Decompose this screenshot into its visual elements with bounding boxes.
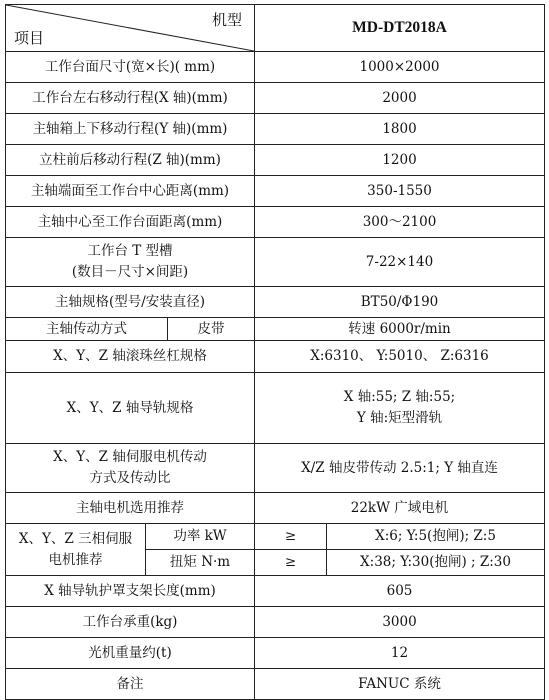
sub-param-label: 功率 kW (146, 524, 255, 550)
row-label: X 轴导轨护罩支架长度(mm) (6, 576, 255, 607)
row-value: 1000×2000 (255, 52, 545, 83)
spec-table (5, 4, 545, 700)
row-label: 立柱前后移动行程(Z 轴)(mm) (6, 145, 255, 176)
table-row (6, 114, 545, 145)
table-row (6, 607, 545, 638)
row-sublabel: 皮带 (168, 318, 255, 341)
row-value: 2000 (255, 83, 545, 114)
row-label-line: X、Y、Z 三相伺服 (18, 530, 133, 547)
row-label: 备注 (6, 669, 255, 700)
row-label (6, 238, 255, 287)
row-value-line: Y 轴:矩型滑轨 (356, 410, 443, 426)
row-label: 工作台面尺寸(宽×长)( mm) (6, 52, 255, 83)
sub-param-symbol: ≥ (255, 524, 327, 550)
row-label-line: 工作台 T 型槽 (87, 243, 173, 259)
table-row (6, 318, 545, 341)
table-row (6, 493, 545, 524)
row-label-line: 电机推荐 (48, 551, 103, 568)
row-value: FANUC 系统 (255, 669, 545, 700)
table-row (6, 638, 545, 669)
row-value: 12 (255, 638, 545, 669)
row-label: 主轴箱上下移动行程(Y 轴)(mm) (6, 114, 255, 145)
row-value (255, 373, 545, 444)
model-name: MD-DT2018A (352, 19, 447, 36)
table-row (6, 444, 545, 493)
row-label: 工作台承重(kg) (6, 607, 255, 638)
table-row (6, 576, 545, 607)
row-label: 主轴规格(型号/安装直径) (6, 287, 255, 318)
table-row (6, 207, 545, 238)
row-value: 1800 (255, 114, 545, 145)
row-value: 3000 (255, 607, 545, 638)
sub-param-value: X:6; Y:5(抱闸); Z:5 (327, 524, 545, 550)
row-label: 主轴端面至工作台中心距离(mm) (6, 176, 255, 207)
table-row (6, 287, 545, 318)
row-value-line: X 轴:55; Z 轴:55; (343, 389, 456, 405)
sub-param-symbol: ≥ (255, 550, 327, 576)
row-value: X:6310、 Y:5010、 Z:6316 (255, 341, 545, 373)
table-row (6, 176, 545, 207)
row-label: X、Y、Z 轴导轨规格 (6, 373, 255, 444)
row-label (6, 444, 255, 493)
row-value: 22kW 广域电机 (255, 493, 545, 524)
row-value: BT50/Φ190 (255, 287, 545, 318)
row-value: 605 (255, 576, 545, 607)
row-value: 1200 (255, 145, 545, 176)
table-row (6, 52, 545, 83)
header-diagonal-cell (6, 5, 255, 52)
table-row (6, 373, 545, 444)
row-label: 主轴中心至工作台面距离(mm) (6, 207, 255, 238)
row-value: 7-22×140 (255, 238, 545, 287)
row-value: 350-1550 (255, 176, 545, 207)
row-label: 主轴传动方式 (6, 318, 168, 341)
row-label (6, 524, 146, 576)
model-name-cell (255, 5, 545, 52)
sub-param-label: 扭矩 N·m (146, 550, 255, 576)
sub-param-value: X:38; Y:30(抱闸) ; Z:30 (327, 550, 545, 576)
table-row (6, 83, 545, 114)
table-row (6, 145, 545, 176)
row-value: 300～2100 (255, 207, 545, 238)
column-header-label: 机型 (212, 11, 243, 29)
table-header-row (6, 5, 545, 52)
table-row (6, 524, 545, 550)
row-header-label: 项目 (14, 29, 45, 47)
row-label-line: (数目－尺寸×间距) (71, 264, 189, 280)
row-label: 主轴电机选用推荐 (6, 493, 255, 524)
table-row (6, 341, 545, 373)
row-label-line: X、Y、Z 轴伺服电机传动 (53, 449, 207, 465)
row-value: X/Z 轴皮带传动 2.5:1; Y 轴直连 (255, 444, 545, 493)
table-row (6, 238, 545, 287)
row-label: 光机重量约(t) (6, 638, 255, 669)
row-label: 工作台左右移动行程(X 轴)(mm) (6, 83, 255, 114)
table-row (6, 669, 545, 700)
row-value: 转速 6000r/min (255, 318, 545, 341)
row-label: X、Y、Z 轴滚珠丝杠规格 (6, 341, 255, 373)
row-label-line: 方式及传动比 (89, 470, 171, 486)
